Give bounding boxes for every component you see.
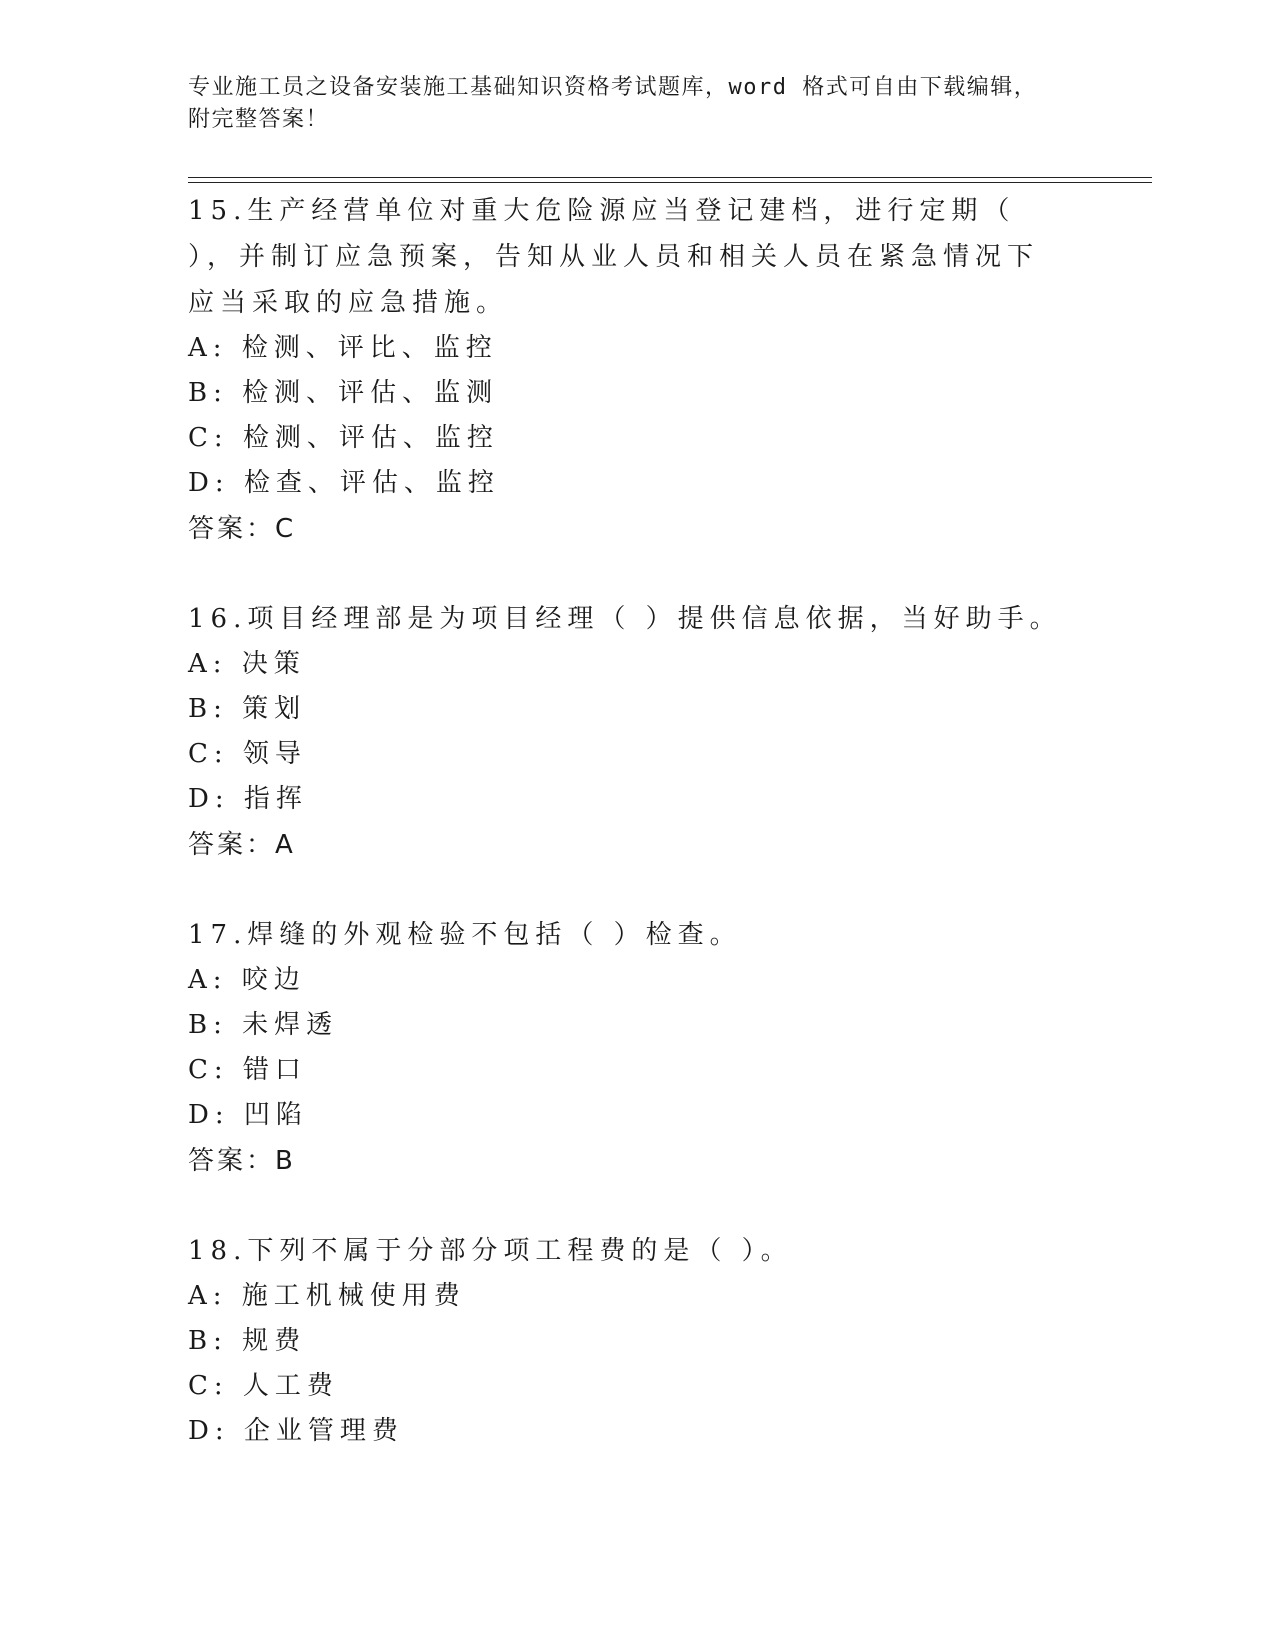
answer-line: 答案：B bbox=[188, 1146, 296, 1176]
option-d: D: 企业管理费 bbox=[188, 1416, 404, 1446]
option-c: C: 错口 bbox=[188, 1055, 307, 1085]
question-15 bbox=[188, 188, 1068, 552]
question-stem: 17.焊缝的外观检验不包括（ ）检查。 bbox=[188, 920, 742, 950]
option-c: C: 领导 bbox=[188, 739, 307, 769]
option-c: C: 人工费 bbox=[188, 1371, 339, 1401]
answer-line: 答案：A bbox=[188, 830, 296, 860]
option-a: A: 施工机械使用费 bbox=[188, 1281, 466, 1311]
document-header bbox=[188, 72, 1068, 136]
option-d: D: 指挥 bbox=[188, 784, 308, 814]
option-b: B: 检测、评估、监测 bbox=[188, 378, 499, 408]
question-stem: 15.生产经营单位对重大危险源应当登记建档，进行定期（ ），并制订应急预案，告知从业人员和相关人员在紧急情况下应当采取的应急措施。 bbox=[188, 196, 1040, 318]
option-b: B: 策划 bbox=[188, 694, 307, 724]
header-divider-bottom bbox=[188, 182, 1152, 183]
option-a: A: 检测、评比、监控 bbox=[188, 333, 498, 363]
question-17 bbox=[188, 912, 1068, 1184]
question-list bbox=[188, 188, 1068, 1498]
header-line-1: 专业施工员之设备安装施工基础知识资格考试题库，word 格式可自由下载编辑， bbox=[188, 75, 1038, 100]
answer-line: 答案：C bbox=[188, 514, 297, 544]
question-stem: 16.项目经理部是为项目经理（ ）提供信息依据，当好助手。 bbox=[188, 604, 1062, 634]
header-line-2: 附完整答案！ bbox=[188, 107, 330, 132]
option-b: B: 规费 bbox=[188, 1326, 307, 1356]
option-d: D: 检查、评估、监控 bbox=[188, 468, 500, 498]
option-d: D: 凹陷 bbox=[188, 1100, 308, 1130]
question-16 bbox=[188, 596, 1068, 868]
option-a: A: 决策 bbox=[188, 649, 306, 679]
question-stem: 18.下列不属于分部分项工程费的是（ ）。 bbox=[188, 1236, 793, 1266]
option-c: C: 检测、评估、监控 bbox=[188, 423, 499, 453]
option-a: A: 咬边 bbox=[188, 965, 306, 995]
question-18 bbox=[188, 1228, 1068, 1454]
option-b: B: 未焊透 bbox=[188, 1010, 339, 1040]
header-divider-top bbox=[188, 177, 1152, 178]
